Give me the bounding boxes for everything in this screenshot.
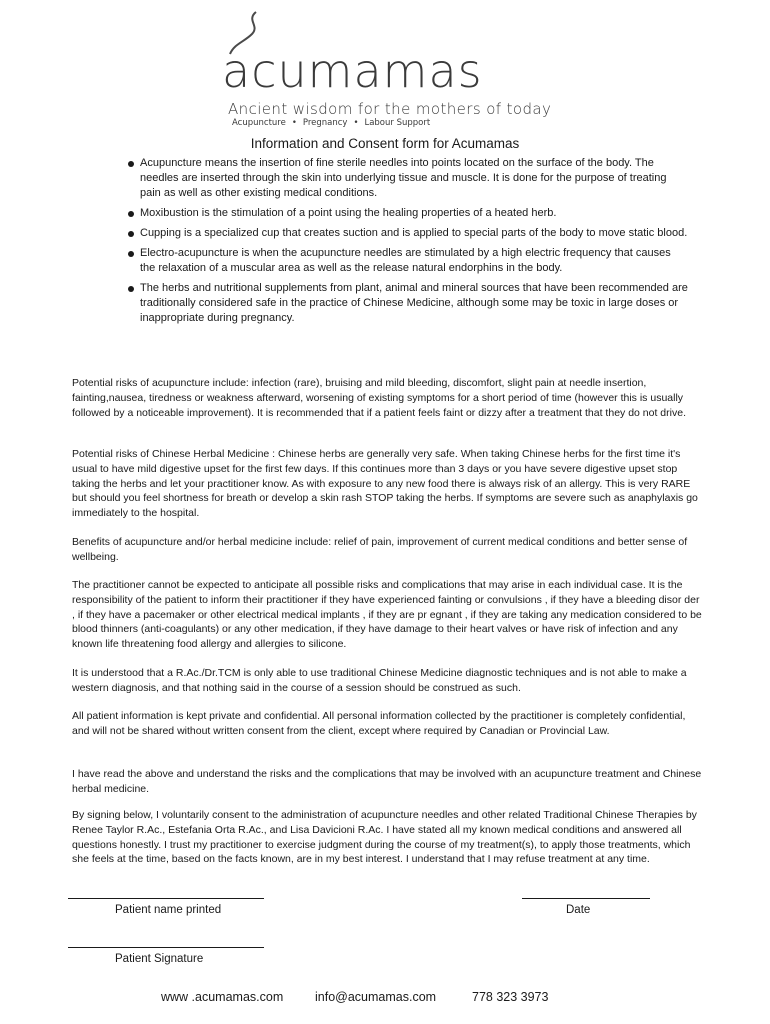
bullet-moxibustion <box>128 206 688 221</box>
contact-footer <box>0 990 770 1008</box>
bullet-text: Moxibustion is the stimulation of a point using the healing properties of a heated herb. <box>140 207 557 219</box>
risks-acupuncture-paragraph: Potential risks of acupuncture include: infection (rare), bruising and mild bleeding, discomfort, slight pain at needle insertion, fainting,nausea, tiredness or weakness afterward, worsening of existing symptoms for a short period of time (however this is usually followed by a noticeable improvement). It is recommended that if a patient feels faint or dizzy after a treatment that they do not drive. <box>72 377 686 419</box>
logo-wordmark: acumamas <box>222 44 483 98</box>
service-labour-support: Labour Support <box>364 118 431 128</box>
bullet-text: Electro-acupuncture is when the acupuncture needles are stimulated by a high electric frequency that causes the relaxation of a muscular area as well as the release natural endorphins in the body. <box>140 247 671 274</box>
understood-paragraph: It is understood that a R.Ac./Dr.TCM is only able to use traditional Chinese Medicine diagnostic techniques and is not able to make a western diagnosis, and that nothing said in the course of a session should be construed as such. <box>72 667 687 694</box>
privacy-paragraph: All patient information is kept private and confidential. All personal information collected by the practitioner is completely confidential, and will not be shared without written consent from the client, except where required by Canadian or Provincial Law. <box>72 710 686 737</box>
treatment-definitions-list <box>128 156 688 326</box>
form-title: Information and Consent form for Acumamas <box>250 136 520 151</box>
read-paragraph: I have read the above and understand the risks and the complications that may be involved with an acupuncture treatment and Chinese herbal medicine. <box>72 768 702 795</box>
bullet-text: Acupuncture means the insertion of fine sterile needles into points located on the surface of the body. The needles are inserted through the skin into underlying tissue and muscle. It is done for the purpose of treating pain as well as other existing medical conditions. <box>140 157 667 199</box>
bullet-text: Cupping is a specialized cup that creates suction and is applied to special parts of the body to move static blood. <box>140 227 688 239</box>
service-separator: • <box>291 118 297 128</box>
bullet-herbs <box>128 281 688 326</box>
logo-tagline: Ancient wisdom for the mothers of today <box>228 100 552 118</box>
bullet-dot-icon <box>128 161 134 167</box>
practitioner-paragraph: The practitioner cannot be expected to anticipate all possible risks and complications that may arise in each individual case. It is the responsibility of the patient to inform their practitioner if they have experienced fainting or convulsions , if they have a bleeding disor der , if they have a pacemaker or other electrical medical implants , if they are pr egnant , if they are taking any medication considered to be blood thinners (anti-coagulants) or any other medication, if they have damage to their heart valves or have risk of infection and any known life threatening food allergy and allergies to silicone. <box>72 579 702 651</box>
date-line[interactable] <box>522 898 650 899</box>
bullet-electro-acupuncture <box>128 246 688 276</box>
risks-herbal-paragraph: Potential risks of Chinese Herbal Medicine : Chinese herbs are generally very safe. When taking Chinese herbs for the first time it's usual to have mild digestive upset for the first few days. If this continues more than 3 days or you have severe digestive upset stop taking the herbs and let your practitioner know. As with exposure to any new food there is always risk of an allergy. This is very RARE but should you feel shortness for breath or develop a skin rash STOP taking the herbs. If symptoms are severe such as anaphylaxis go immediately to the hospital. <box>72 448 698 520</box>
bullet-acupuncture <box>128 156 688 201</box>
bullet-dot-icon <box>128 286 134 292</box>
patient-signature-line[interactable] <box>68 947 264 948</box>
consent-paragraph: By signing below, I voluntarily consent to the administration of acupuncture needles and other related Traditional Chinese Therapies by Renee Taylor R.Ac., Estefania Orta R.Ac., and Lisa Davicioni R.Ac. I have stated all my known medical conditions and answered all questions honestly. I trust my practitioner to exercise judgment during the course of my treatment(s), to apply those treatments, which she feels at the time, based on the facts known, are in my best interest. I understand that I may refuse treatment at any time. <box>72 809 697 866</box>
service-acupuncture: Acupuncture <box>232 118 286 128</box>
logo-services <box>232 118 430 128</box>
footer-email[interactable]: info@acumamas.com <box>315 990 437 1004</box>
footer-phone: 778 323 3973 <box>472 990 549 1004</box>
patient-signature-label: Patient Signature <box>115 953 204 965</box>
acumamas-logo <box>216 10 552 128</box>
footer-website[interactable]: www .acumamas.com <box>161 990 284 1004</box>
benefits-paragraph: Benefits of acupuncture and/or herbal medicine include: relief of pain, improvement of current medical conditions and better sense of wellbeing. <box>72 536 688 563</box>
service-pregnancy: Pregnancy <box>302 118 348 128</box>
date-label: Date <box>566 904 591 916</box>
bullet-cupping <box>128 226 688 241</box>
bullet-dot-icon <box>128 231 134 237</box>
bullet-text: The herbs and nutritional supplements from plant, animal and mineral sources that have been recommended are traditionally considered safe in the practice of Chinese Medicine, although some may be toxic in large doses or inappropriate during pregnancy. <box>140 282 688 324</box>
patient-name-line[interactable] <box>68 898 264 899</box>
bullet-dot-icon <box>128 211 134 217</box>
bullet-dot-icon <box>128 251 134 257</box>
patient-name-label: Patient name printed <box>115 904 222 916</box>
service-separator: • <box>353 118 359 128</box>
